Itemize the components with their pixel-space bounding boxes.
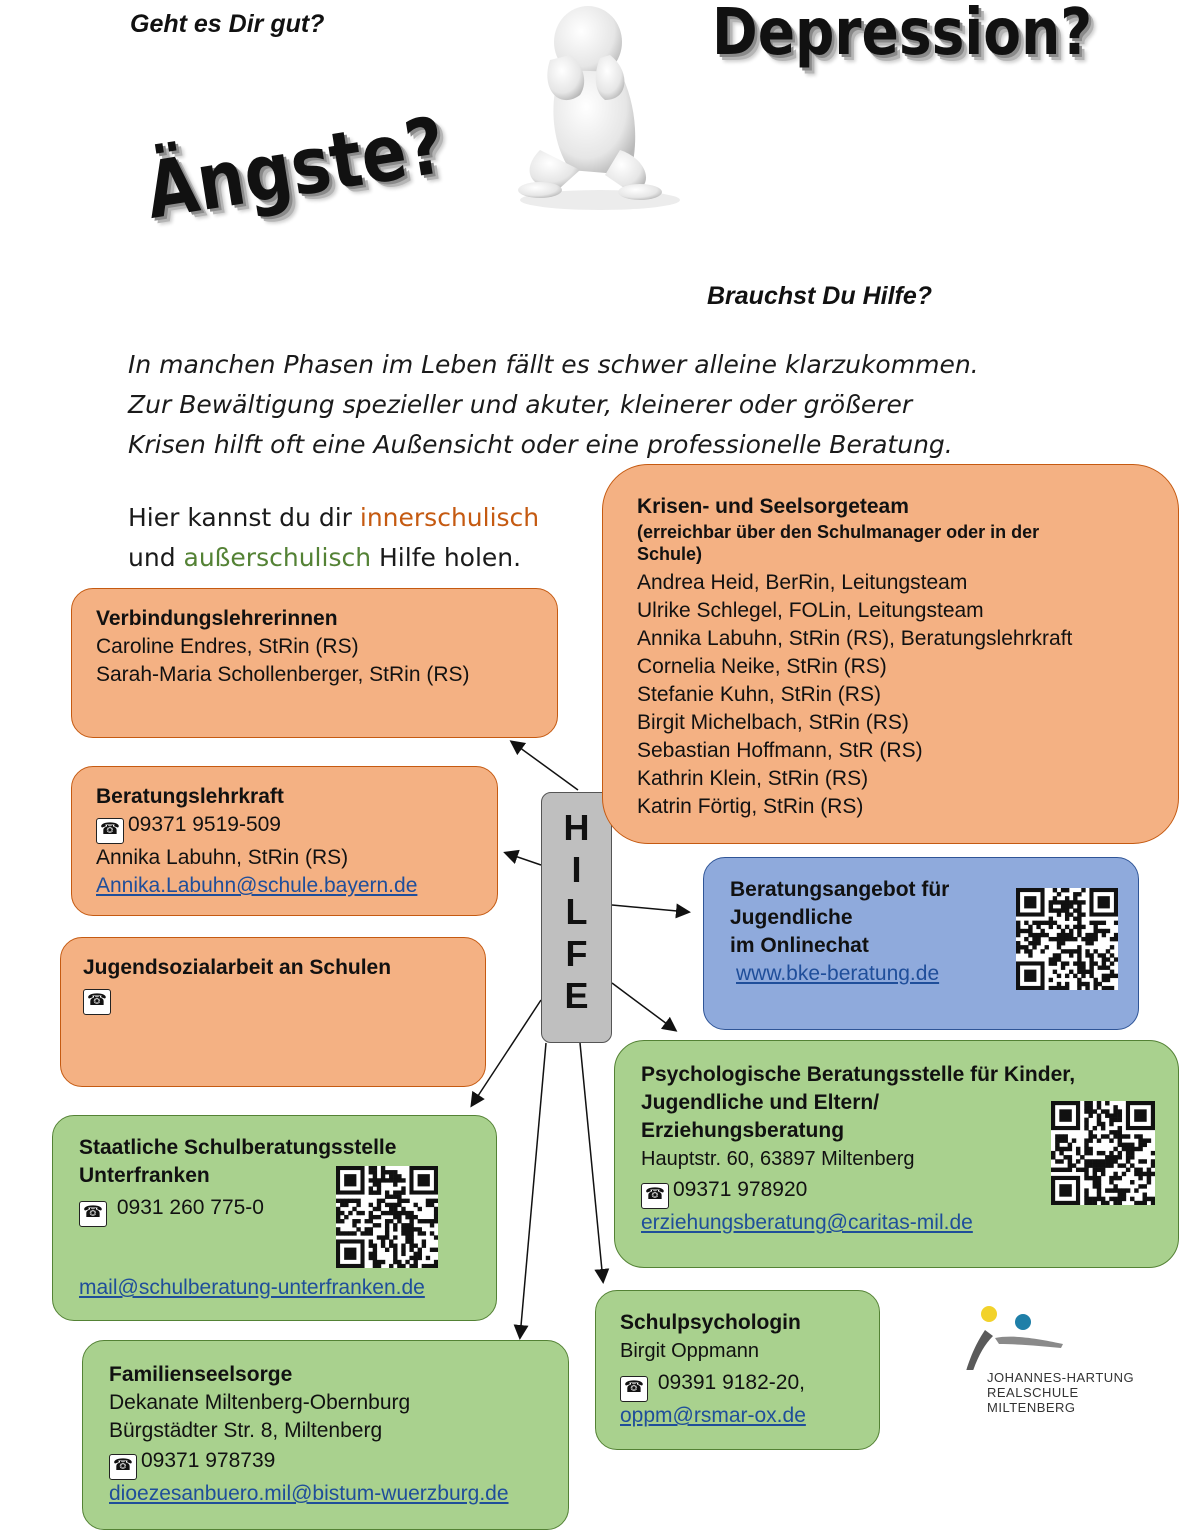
krisen-member: Birgit Michelbach, StRin (RS)	[637, 711, 909, 734]
qr-code-icon[interactable]	[1016, 888, 1118, 990]
krisen-subtitle-2: Schule)	[637, 544, 703, 564]
arrow-to-verbindung	[512, 742, 578, 790]
familien-email-link[interactable]: dioezesanbuero.mil@bistum-wuerzburg.de	[109, 1482, 509, 1505]
onlinechat-link[interactable]: www.bke-beratung.de	[736, 962, 940, 985]
intro-line-2: Zur Bewältigung spezieller und akuter, kleinerer oder größerer	[128, 390, 913, 419]
box-schulpsychologin	[595, 1290, 880, 1450]
krisen-subtitle-1: (erreichbar über den Schulmanager oder in der	[637, 522, 1040, 542]
box-krisen-seelsorgeteam	[602, 464, 1179, 844]
krisen-member: Andrea Heid, BerRin, Leitungsteam	[637, 571, 968, 594]
question-geht-es-dir-gut: Geht es Dir gut?	[130, 10, 325, 38]
box-verbindungslehrerinnen	[71, 588, 558, 738]
onlinechat-title-2: Jugendliche	[730, 906, 853, 929]
psycho-address: Hauptstr. 60, 63897 Miltenberg	[641, 1148, 915, 1170]
psycho-email-link[interactable]: erziehungsberatung@caritas-mil.de	[641, 1211, 973, 1234]
box-jugendsozialarbeit	[60, 937, 486, 1087]
logo-line-2: REALSCHULE	[987, 1385, 1079, 1400]
logo-line-1: JOHANNES-HARTUNG	[987, 1370, 1135, 1385]
phone-icon: ☎	[83, 989, 111, 1015]
school-logo-mark-icon	[945, 1300, 1145, 1370]
krisen-member: Kathrin Klein, StRin (RS)	[637, 767, 869, 790]
beratungslehrkraft-phone: 09371 9519-509	[128, 813, 281, 836]
innerschulisch-label: innerschulisch	[359, 503, 540, 532]
onlinechat-title-1: Beratungsangebot für	[730, 878, 950, 901]
krisen-member: Sebastian Hoffmann, StR (RS)	[637, 739, 923, 762]
jugendsozial-title: Jugendsozialarbeit an Schulen	[83, 956, 392, 979]
arrow-to-familien	[520, 1043, 546, 1337]
hilfe-letter: H	[563, 807, 590, 848]
arrow-to-psycho	[612, 983, 675, 1030]
box-familienseelsorge	[82, 1340, 569, 1530]
krisen-title: Krisen- und Seelsorgeteam	[637, 495, 909, 518]
schulpsych-title: Schulpsychologin	[620, 1311, 801, 1334]
staatlich-phone: 0931 260 775-0	[116, 1196, 264, 1219]
phone-icon: ☎	[79, 1201, 107, 1227]
qr-code-icon[interactable]	[336, 1166, 438, 1268]
schulpsych-phone: 09391 9182-20,	[657, 1371, 805, 1394]
logo-line-3: MILTENBERG	[987, 1400, 1076, 1415]
krisen-member: Stefanie Kuhn, StRin (RS)	[637, 683, 881, 706]
onlinechat-title-3: im Onlinechat	[730, 934, 869, 957]
headline-depression: Depression?	[712, 0, 1093, 70]
familien-line-1: Dekanate Miltenberg-Obernburg	[109, 1391, 411, 1414]
familien-title: Familienseelsorge	[109, 1363, 293, 1386]
hier-prefix: Hier kannst du dir	[128, 503, 360, 532]
intro-line-1: In manchen Phasen im Leben fällt es schwer alleine klarzukommen.	[128, 350, 979, 379]
psycho-phone: 09371 978920	[673, 1178, 808, 1201]
familien-line-2: Bürgstädter Str. 8, Miltenberg	[109, 1419, 383, 1442]
phone-icon: ☎	[109, 1454, 137, 1480]
phone-icon: ☎	[620, 1376, 648, 1402]
schulpsych-email-link[interactable]: oppm@rsmar-ox.de	[620, 1404, 806, 1427]
krisen-member: Ulrike Schlegel, FOLin, Leitungsteam	[637, 599, 984, 622]
hilfe-letter: F	[565, 933, 588, 974]
phone-icon: ☎	[641, 1183, 669, 1209]
psycho-title-3: Erziehungsberatung	[641, 1119, 845, 1142]
staatlich-title-1: Staatliche Schulberatungsstelle	[79, 1136, 397, 1159]
school-logo	[945, 1300, 1145, 1430]
ausserschulisch-label: außerschulisch	[183, 543, 372, 572]
und-label: und	[128, 543, 184, 572]
familien-phone: 09371 978739	[141, 1449, 276, 1472]
krisen-member: Katrin Förtig, StRin (RS)	[637, 795, 864, 818]
headline-aengste: Ängste?	[140, 100, 451, 237]
psycho-title-1: Psychologische Beratungsstelle für Kinder,	[641, 1063, 1076, 1086]
phone-icon: ☎	[96, 818, 124, 844]
staatlich-email-link[interactable]: mail@schulberatung-unterfranken.de	[79, 1276, 425, 1299]
hilfe-holen-label: Hilfe holen.	[371, 543, 522, 572]
krisen-member: Cornelia Neike, StRin (RS)	[637, 655, 887, 678]
verbindung-line: Sarah-Maria Schollenberger, StRin (RS)	[96, 663, 470, 686]
verbindung-title: Verbindungslehrerinnen	[96, 607, 338, 630]
qr-code-icon[interactable]	[1051, 1101, 1155, 1205]
schulpsych-name: Birgit Oppmann	[620, 1340, 759, 1362]
hilfe-letter: E	[564, 975, 589, 1016]
psycho-title-2: Jugendliche und Eltern/	[641, 1091, 880, 1114]
hilfe-center-box	[541, 792, 612, 1043]
question-brauchst-du-hilfe: Brauchst Du Hilfe?	[707, 282, 933, 310]
arrow-to-beratungslehrkraft	[506, 853, 541, 865]
arrow-to-schulpsych	[580, 1043, 603, 1281]
verbindung-line: Caroline Endres, StRin (RS)	[96, 635, 359, 658]
box-beratungslehrkraft	[71, 766, 498, 916]
hilfe-letter: L	[565, 891, 588, 932]
beratungslehrkraft-name: Annika Labuhn, StRin (RS)	[96, 846, 349, 869]
intro-line-3: Krisen hilft oft eine Außensicht oder eine professionelle Beratung.	[128, 430, 953, 459]
staatlich-title-2: Unterfranken	[79, 1164, 210, 1187]
hilfe-letter: I	[571, 849, 582, 890]
arrow-to-onlinechat	[612, 905, 688, 912]
beratungslehrkraft-title: Beratungslehrkraft	[96, 785, 284, 808]
beratungslehrkraft-email-link[interactable]: Annika.Labuhn@schule.bayern.de	[96, 874, 418, 897]
krisen-member: Annika Labuhn, StRin (RS), Beratungslehrkraft	[637, 627, 1073, 650]
